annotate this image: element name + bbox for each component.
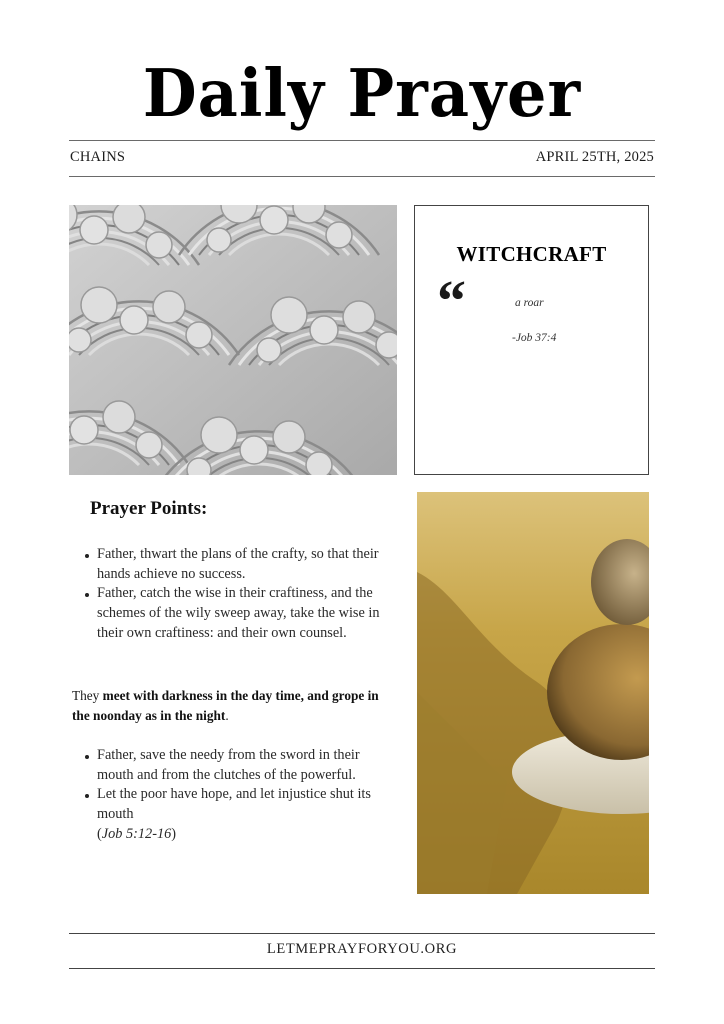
masthead-title: Daily Prayer [142, 55, 582, 132]
quote-title: WITCHCRAFT [456, 242, 607, 266]
prayer-point: Father, thwart the plans of the crafty, so that their hands achieve no success. [81, 545, 391, 584]
verse-lead: They [72, 688, 103, 703]
prayer-point: Father, save the needy from the sword in their mouth and from the clutches of the powerful. [81, 746, 391, 785]
topic-label: CHAINS [70, 149, 126, 165]
stacked-stones-image [417, 492, 649, 894]
scripture-verse [72, 686, 392, 726]
footer-website: LETMEPRAYFORYOU.ORG [266, 941, 458, 957]
quote-reference: -Job 37:4 [512, 332, 557, 344]
prayer-point [81, 785, 391, 844]
quote-text: a roar [515, 297, 544, 309]
wave-relief-image [69, 205, 397, 475]
footer-bottom-divider [69, 968, 655, 969]
prayer-points-list-two [81, 746, 391, 845]
verse-tail: . [225, 708, 229, 723]
quote-card [414, 205, 649, 475]
top-divider [69, 140, 655, 141]
scripture-citation: (Job 5:12-16) [97, 825, 177, 842]
date-label: APRIL 25TH, 2025 [535, 149, 654, 165]
footer-top-divider [69, 933, 655, 934]
header-divider [69, 176, 655, 177]
prayer-point-text: Let the poor have hope, and let injustice shut its mouth [97, 786, 371, 823]
prayer-points-list-one [81, 545, 391, 644]
verse-bold: meet with darkness in the day time, and grope in the noonday as in the night [72, 688, 379, 723]
quotation-mark-icon: “ [437, 268, 466, 333]
prayer-points-heading: Prayer Points: [90, 498, 208, 519]
prayer-point: Father, catch the wise in their craftiness, and the schemes of the wily sweep away, take the wise in their own craftiness: and their own counsel. [81, 584, 391, 643]
